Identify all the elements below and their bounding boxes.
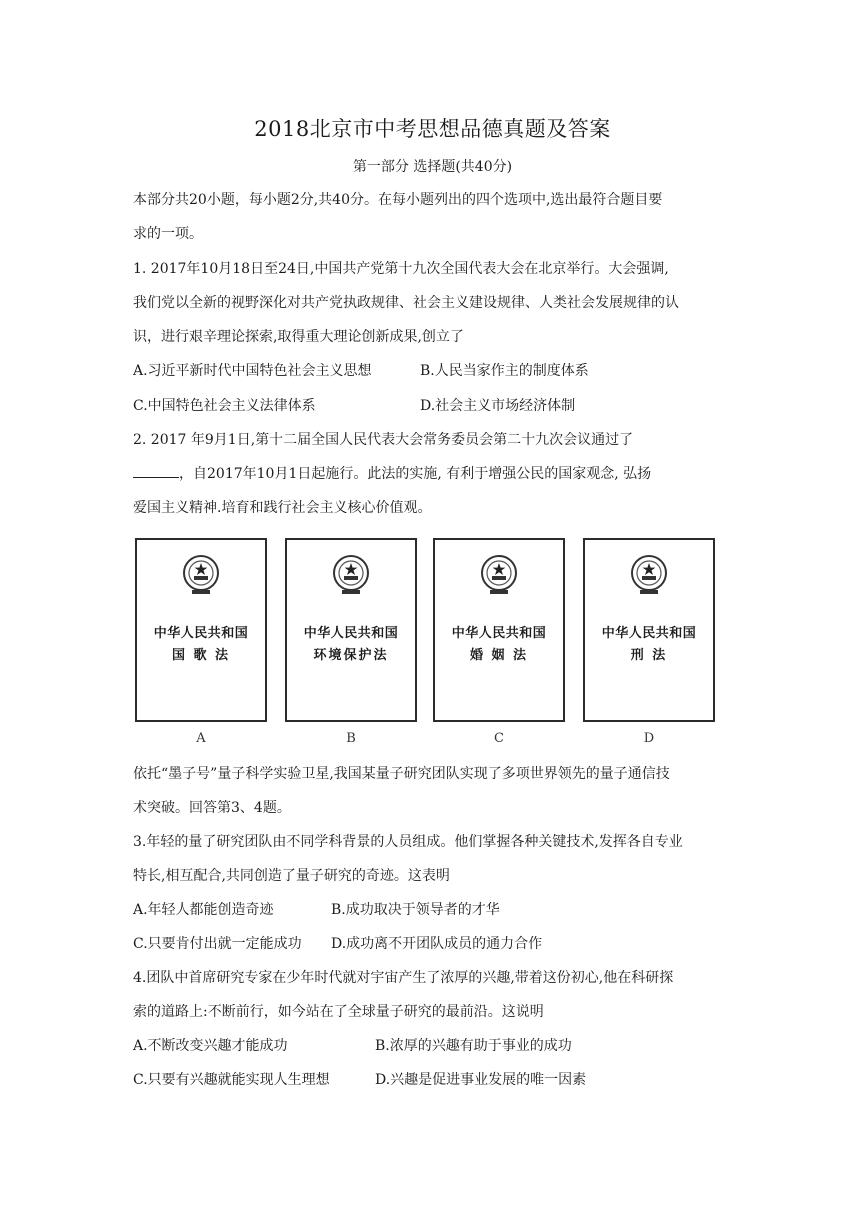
q2-stem-line-2 xyxy=(133,463,651,485)
section-heading: 第一部分 选择题(共40分) xyxy=(352,159,513,175)
q2-stem-line-3: 爱国主义精神.培育和践行社会主义核心价值观。 xyxy=(133,500,432,516)
q2-stem-line-1: 2. 2017 年9月1日,第十二届全国人民代表大会常务委员会第二十九次会议通过了 xyxy=(133,432,634,448)
q4-option-a: A.不断改变兴趣才能成功 xyxy=(133,1038,288,1054)
book-law-name: 国 歌 法 xyxy=(171,648,231,663)
q2-stem-line-2-text: ，自2017年10月1日起施行。此法的实施, 有利于增强公民的国家观念, 弘扬 xyxy=(179,466,652,482)
book-law-name: 环境保护法 xyxy=(313,648,389,663)
q4-option-d: D.兴趣是促进事业发展的唯一因素 xyxy=(375,1072,587,1088)
q1-stem-line-1: 1. 2017年10月18日至24日,中国共产党第十九次全国代表大会在北京举行。大会强调, xyxy=(133,261,669,277)
answer-blank xyxy=(133,463,179,478)
q4-stem-line-1: 4.团队中首席研究专家在少年时代就对宇宙产生了浓厚的兴趣,带着这份初心,他在科研探 xyxy=(133,970,674,986)
q1-option-b: B.人民当家作主的制度体系 xyxy=(420,363,589,379)
q3-option-d: D.成功离不开团队成员的通力合作 xyxy=(331,936,543,952)
q1-stem-line-3: 识，进行艰辛理论探索,取得重大理论创新成果,创立了 xyxy=(133,329,464,345)
q1-option-a: A.习近平新时代中国特色社会主义思想 xyxy=(133,363,372,379)
national-emblem-icon xyxy=(331,554,371,596)
book-header: 中华人民共和国 xyxy=(601,626,697,641)
book-label-a: A xyxy=(196,731,206,746)
q3-stem-line-1: 3.年轻的量了研究团队由不同学科背景的人员组成。他们掌握各种关键技术,发挥各自专业 xyxy=(133,834,683,850)
intro-line-1: 本部分共20小题，每小题2分,共40分。在每小题列出的四个选项中,选出最符合题目要 xyxy=(133,192,663,208)
q4-stem-line-2: 索的道路上:不断前行，如今站在了全球量子研究的最前沿。这说明 xyxy=(133,1004,544,1020)
context-line-1: 依托“墨子号”量子科学实验卫星,我国某量子研究团队实现了多项世界领先的量子通信技 xyxy=(133,766,670,782)
q3-option-c: C.只要肯付出就一定能成功 xyxy=(133,936,302,952)
q3-option-a: A.年轻人都能创造奇迹 xyxy=(133,902,274,918)
q1-stem-line-2: 我们党以全新的视野深化对共产党执政规律、社会主义建设规律、人类社会发展规律的认 xyxy=(133,295,679,311)
document-title: 2018北京市中考思想品德真题及答案 xyxy=(254,117,611,141)
book-header: 中华人民共和国 xyxy=(451,626,547,641)
book-law-name: 刑 法 xyxy=(630,648,668,663)
book-header: 中华人民共和国 xyxy=(153,626,249,641)
book-law-name: 婚 姻 法 xyxy=(469,648,529,663)
q1-option-c: C.中国特色社会主义法律体系 xyxy=(133,398,316,414)
book-cover-b xyxy=(285,538,417,722)
book-label-c: C xyxy=(494,731,504,746)
book-header: 中华人民共和国 xyxy=(303,626,399,641)
national-emblem-icon xyxy=(479,554,519,596)
q4-option-c: C.只要有兴趣就能实现人生理想 xyxy=(133,1072,330,1088)
book-label-b: B xyxy=(346,731,356,746)
intro-line-2: 求的一项。 xyxy=(133,226,203,242)
national-emblem-icon xyxy=(629,554,669,596)
book-cover-d xyxy=(583,538,715,722)
book-label-d: D xyxy=(643,731,655,746)
q4-option-b: B.浓厚的兴趣有助于事业的成功 xyxy=(375,1038,572,1054)
national-emblem-icon xyxy=(181,554,221,596)
q3-stem-line-2: 特长,相互配合,共同创造了量子研究的奇迹。这表明 xyxy=(133,868,450,884)
book-cover-c xyxy=(433,538,565,722)
q1-option-d: D.社会主义市场经济体制 xyxy=(420,398,576,414)
book-cover-a xyxy=(135,538,267,722)
q3-option-b: B.成功取决于领导者的才华 xyxy=(331,902,500,918)
context-line-2: 术突破。回答第3、4题。 xyxy=(133,800,291,816)
